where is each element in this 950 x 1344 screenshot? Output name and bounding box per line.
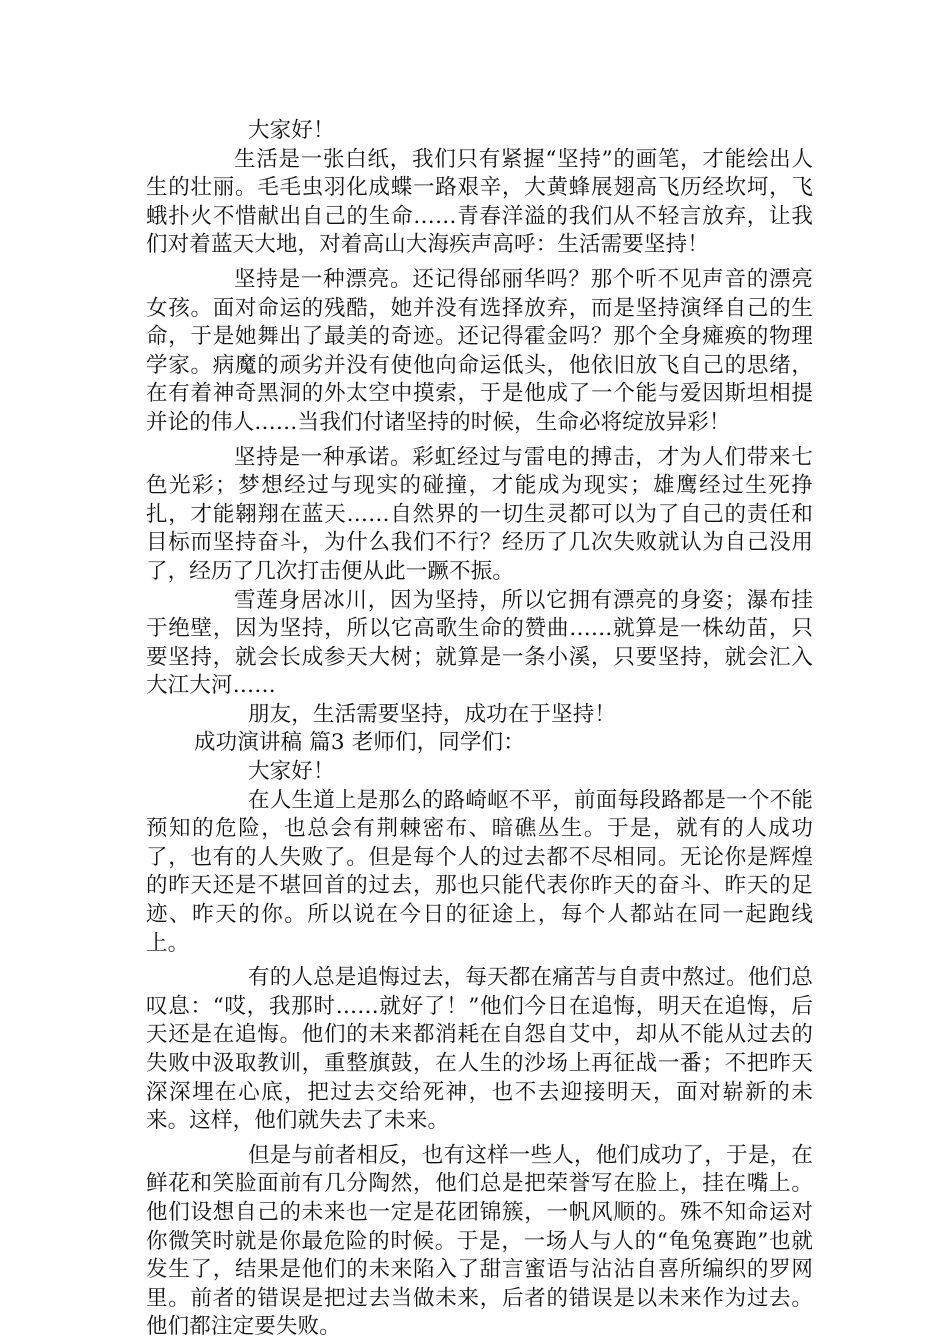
- document-page: [146, 117, 813, 1342]
- closing-line: 朋友，生活需要坚持，成功在于坚持！: [248, 701, 617, 727]
- paragraph: 生活是一张白纸，我们只有紧握“坚持”的画笔，才能绘出人生的壮丽。毛毛虫羽化成蝶一路艰辛，大黄蜂展翅高飞历经坎坷，飞蛾扑火不惜献出自己的生命……青春洋溢的我们从不轻言放弃，让我们对着蓝天大地，对着高山大海疾声高呼：生活需要坚持！: [146, 146, 813, 258]
- greeting: 大家好！: [248, 759, 335, 785]
- paragraph: 但是与前者相反，也有这样一些人，他们成功了，于是，在鲜花和笑脸面前有几分陶然，他们总是把荣誉写在脸上，挂在嘴上。他们设想自己的未来也一定是花团锦簇，一帆风顺的。殊不知命运对你微笑时就是你最危险的时候。于是，一场人与人的“龟兔赛跑”也就发生了，结果是他们的未来陷入了甜言蜜语与沾沾自喜所编织的罗网里。前者的错误是把过去当做未来，后者的错误是以未来作为过去。他们都注定要失败。: [146, 1142, 813, 1340]
- paragraph: 坚持是一种承诺。彩虹经过与雷电的搏击，才为人们带来七色光彩；梦想经过与现实的碰撞，才能成为现实；雄鹰经过生死挣扎，才能翱翔在蓝天……自然界的一切生灵都可以为了自己的责任和目标而坚持奋斗，为什么我们不行？经历了几次失败就认为自己没用了，经历了几次打击便从此一蹶不振。: [146, 444, 813, 584]
- paragraph: 雪莲身居冰川，因为坚持，所以它拥有漂亮的身姿；瀑布挂于绝壁，因为坚持，所以它高歌生命的赞曲……就算是一株幼苗，只要坚持，就会长成参天大树；就算是一条小溪，只要坚持，就会汇入大江大河……: [146, 587, 813, 699]
- section-title: 成功演讲稿 篇3 老师们，同学们：: [194, 730, 525, 756]
- paragraph: 有的人总是追悔过去，每天都在痛苦与自责中熬过。他们总叹息：“哎，我那时……就好了！”他们今日在追悔，明天在追悔，后天还是在追悔。他们的未来都消耗在自怨自艾中，却从不能从过去的失败中汲取教训，重整旗鼓，在人生的沙场上再征战一番；不把昨天深深埋在心底，把过去交给死神，也不去迎接明天，面对崭新的未来。这样，他们就失去了未来。: [146, 965, 813, 1134]
- greeting: 大家好！: [248, 118, 335, 143]
- paragraph: 在人生道上是那么的路崎岖不平，前面每段路都是一个不能预知的危险，也总会有荆棘密布、暗礁丛生。于是，就有的人成功了，也有的人失败了。但是每个人的过去都不尽相同。无论你是辉煌的昨天还是不堪回首的过去，那也只能代表你昨天的奋斗、昨天的足迹、昨天的你。所以说在今日的征途上，每个人都站在同一起跑线上。: [146, 787, 813, 956]
- paragraph: 坚持是一种漂亮。还记得邰丽华吗？那个听不见声音的漂亮女孩。面对命运的残酷，她并没有选择放弃，而是坚持演绎自己的生命，于是她舞出了最美的奇迹。还记得霍金吗？那个全身瘫痪的物理学家。病魔的顽劣并没有使他向命运低头，他依旧放飞自己的思绪，在有着神奇黑洞的外太空中摸索，于是他成了一个能与爱因斯坦相提并论的伟人……当我们付诸坚持的时候，生命必将绽放异彩！: [146, 266, 813, 435]
